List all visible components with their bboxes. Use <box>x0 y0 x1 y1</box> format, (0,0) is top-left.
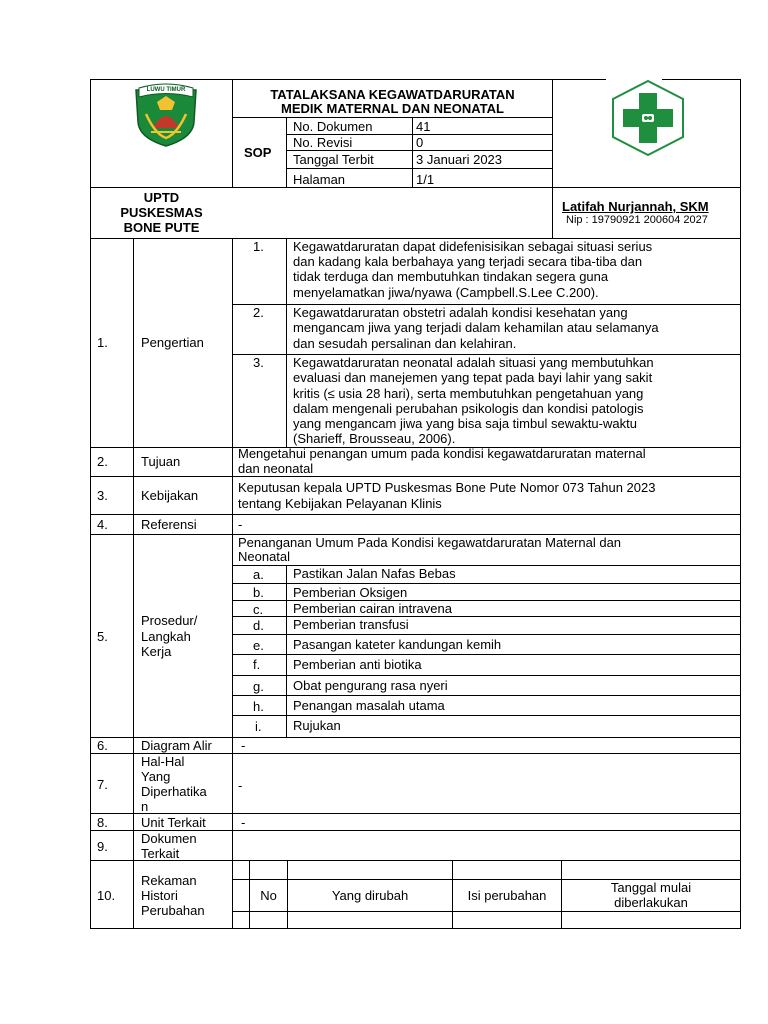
border-top <box>90 79 606 80</box>
step-b-letter: b. <box>253 585 264 600</box>
history-header-bottom <box>232 911 741 912</box>
meta-label-doc-number: No. Dokumen <box>293 119 373 134</box>
row2-bottom-line <box>90 476 741 477</box>
row3-text-line-1: Keputusan kepala UPTD Puskesmas Bone Pute Nomor 073 Tahun 2023 <box>238 480 656 495</box>
row6-value: - <box>241 738 246 753</box>
history-header-changed: Yang dirubah <box>331 888 409 903</box>
step-c-letter: c. <box>253 602 264 617</box>
row8-label: Unit Terkait <box>141 815 206 830</box>
row2-text-line-1: Mengetahui penangan umum pada kondisi kegawatdaruratan maternal <box>238 446 646 461</box>
meta-value-divider <box>412 117 413 188</box>
meta-value-revision: 0 <box>416 135 424 150</box>
row9-number: 9. <box>97 839 108 854</box>
definition-3-line-4: dalam mengenali perubahan psikologis dan kondisi patologis <box>293 401 644 416</box>
meta-line-1 <box>232 117 552 118</box>
step-line-b <box>232 583 741 584</box>
step-i-text: Rujukan <box>293 718 341 733</box>
step-e-text: Pasangan kateter kandungan kemih <box>293 637 502 652</box>
meta-value-doc-number: 41 <box>416 119 431 134</box>
step-i-letter: i. <box>255 719 262 734</box>
definition-1-line-2: dan kadang kala berbahaya yang terjadi secara tiba-tiba dan <box>293 254 643 269</box>
puskesmas-cross-icon <box>609 79 687 157</box>
def-number-divider <box>286 238 287 448</box>
meta-line-3 <box>286 150 552 151</box>
row6-label: Diagram Alir <box>141 738 212 753</box>
step-line-f <box>232 654 741 655</box>
meta-line-4 <box>286 168 552 169</box>
signer-nip: Nip : 19790921 200604 2027 <box>566 214 708 226</box>
step-line-i <box>232 715 741 716</box>
procedure-intro-line-2: Neonatal <box>238 549 291 564</box>
step-h-letter: h. <box>253 699 264 714</box>
row2-text-line-2: dan neonatal <box>238 461 314 476</box>
row4-number: 4. <box>97 517 108 532</box>
number-column-divider <box>133 238 134 929</box>
step-e-letter: e. <box>253 638 264 653</box>
row7-bottom-line <box>90 813 741 814</box>
row3-number: 3. <box>97 488 108 503</box>
unit-name-line-3: BONE PUTE <box>123 220 200 235</box>
row2-label: Tujuan <box>141 454 181 469</box>
label-column-divider <box>232 238 233 929</box>
border-right <box>740 79 741 929</box>
history-header-date-line-2: diberlakukan <box>614 895 688 910</box>
step-b-text: Pemberian Oksigen <box>293 585 408 600</box>
row9-label-line-2: Terkait <box>141 846 180 861</box>
row7-label-line-3: Diperhatika <box>141 784 207 799</box>
definition-2-line-2: mengancam jiwa yang terjadi dalam kehamilan atau selamanya <box>293 320 659 335</box>
procedure-intro-line-1: Penanganan Umum Pada Kondisi kegawatdaruratan Maternal dan <box>238 535 622 550</box>
border-bottom <box>90 928 741 929</box>
history-header-date-line-1: Tanggal mulai <box>610 880 692 895</box>
sop-divider <box>286 117 287 188</box>
step-g-text: Obat pengurang rasa nyeri <box>293 678 448 693</box>
row10-label-line-1: Rekaman <box>141 873 197 888</box>
definition-3-line-6: (Sharieff, Brousseau, 2006). <box>293 431 456 446</box>
definition-3-line-5: yang mengancam jiwa yang bisa saja timbul sewaktu-waktu <box>293 416 637 431</box>
step-d-text: Pemberian transfusi <box>293 617 409 632</box>
step-line-e <box>232 634 741 635</box>
row4-label: Referensi <box>141 517 197 532</box>
row2-number: 2. <box>97 454 108 469</box>
history-header-no: No <box>260 888 277 903</box>
row10-number: 10. <box>97 888 116 903</box>
row5-label-line-3: Kerja <box>141 644 172 659</box>
step-h-text: Penangan masalah utama <box>293 698 445 713</box>
definition-1-number: 1. <box>253 239 264 254</box>
unit-name-line-2: PUSKESMAS <box>120 205 203 220</box>
step-g-letter: g. <box>253 679 264 694</box>
definition-2-line-1: Kegawatdaruratan obstetri adalah kondisi kesehatan yang <box>293 305 628 320</box>
definition-3-line-1: Kegawatdaruratan neonatal adalah situasi yang membutuhkan <box>293 355 654 370</box>
row3-bottom-line <box>90 514 741 515</box>
row9-label-line-1: Dokumen <box>141 831 197 846</box>
row6-bottom-line <box>90 753 741 754</box>
definition-1-line-1: Kegawatdaruratan dapat didefenisisikan sebagai situasi serius <box>293 239 653 254</box>
step-a-letter: a. <box>253 567 264 582</box>
row1-label: Pengertian <box>141 335 204 350</box>
meta-label-revision: No. Revisi <box>293 135 353 150</box>
row7-label-line-1: Hal-Hal <box>141 754 185 769</box>
left-logo-text: LUWU TIMUR <box>146 87 186 93</box>
definition-3-number: 3. <box>253 355 264 370</box>
step-f-text: Pemberian anti biotika <box>293 657 422 672</box>
step-d-letter: d. <box>253 618 264 633</box>
meta-label-page: Halaman <box>293 172 346 187</box>
document-title-line-1: TATALAKSANA KEGAWATDARURATAN <box>270 87 515 102</box>
row10-label-line-3: Perubahan <box>141 903 205 918</box>
row5-label-line-1: Prosedur/ <box>141 613 198 628</box>
sop-label: SOP <box>244 145 272 160</box>
step-letter-divider <box>286 565 287 738</box>
row1-number: 1. <box>97 335 108 350</box>
step-line-h <box>232 695 741 696</box>
right-logo-divider <box>552 79 553 238</box>
row7-value: - <box>238 778 243 793</box>
definition-3-line-2: evaluasi dan manejemen yang tepat pada bayi lahir yang sakit <box>293 370 653 385</box>
step-f-letter: f. <box>253 657 261 672</box>
row3-label: Kebijakan <box>141 488 199 503</box>
signer-name: Latifah Nurjannah, SKM <box>562 199 709 214</box>
definition-2-number: 2. <box>253 305 264 320</box>
row4-value: - <box>238 517 243 532</box>
step-line-g <box>232 675 741 676</box>
meta-value-page: 1/1 <box>416 172 435 187</box>
row3-text-line-2: tentang Kebijakan Pelayanan Klinis <box>238 496 442 511</box>
meta-label-issue-date: Tanggal Terbit <box>293 152 374 167</box>
row5-number: 5. <box>97 629 108 644</box>
row8-number: 8. <box>97 815 108 830</box>
row7-number: 7. <box>97 777 108 792</box>
row7-label-line-2: Yang <box>141 769 171 784</box>
definition-3-line-3: kritis (≤ usia 28 hari), serta membutuhkan pengetahuan yang <box>293 386 644 401</box>
meta-value-issue-date: 3 Januari 2023 <box>416 152 503 167</box>
step-c-text: Pemberian cairan intravena <box>293 601 452 616</box>
header-bottom-line <box>90 187 741 188</box>
definition-1-line-4: menyelamatkan jiwa/nyawa (Campbell.S.Lee C.200). <box>293 285 599 300</box>
document-title-line-2: MEDIK MATERNAL DAN NEONATAL <box>281 101 504 116</box>
row6-number: 6. <box>97 738 108 753</box>
row8-value: - <box>241 815 246 830</box>
row5-label-line-2: Langkah <box>141 629 191 644</box>
row9-bottom-line <box>90 860 741 861</box>
definition-1-line-3: tidak terduga dan membutuhkan tindakan segera guna <box>293 269 609 284</box>
history-header-content: Isi perubahan <box>467 888 547 903</box>
row7-label-line-4: n <box>141 799 149 814</box>
definition-2-line-3: dan sesudah persalinan dan kelahiran. <box>293 336 517 351</box>
row10-label-line-2: Histori <box>141 888 178 903</box>
step-a-text: Pastikan Jalan Nafas Bebas <box>293 566 456 581</box>
unit-name-line-1: UPTD <box>143 190 180 205</box>
